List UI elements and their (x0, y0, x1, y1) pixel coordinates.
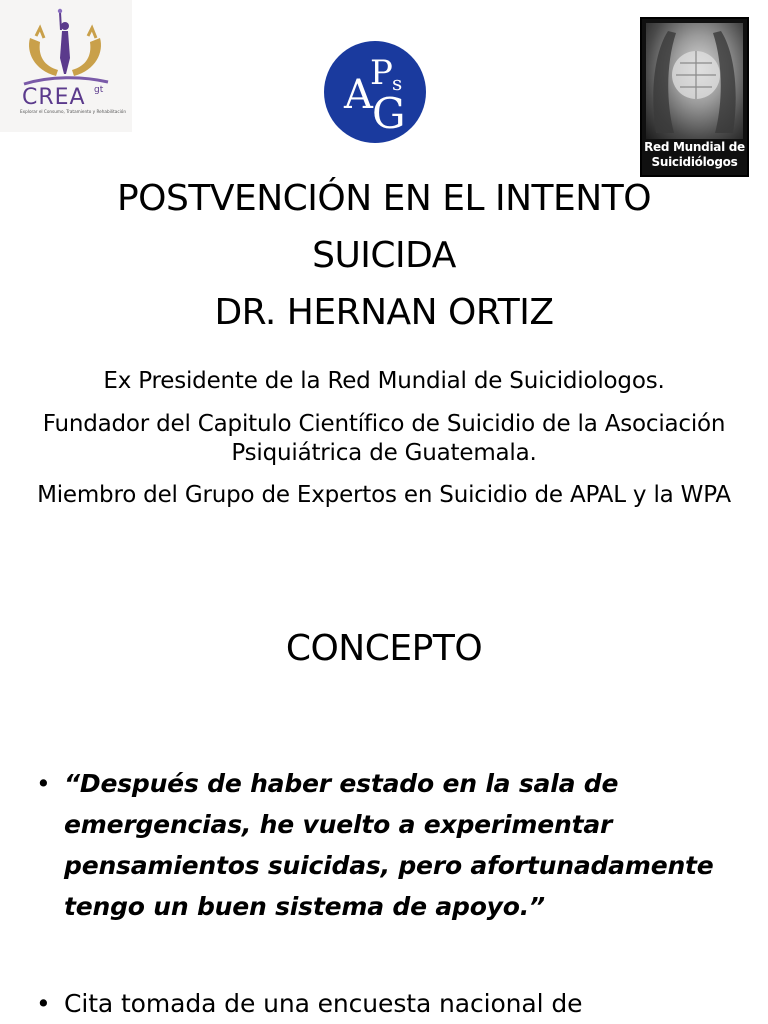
slide-subtitle (20, 367, 748, 524)
apg-letter-a: A (344, 72, 373, 118)
concept-heading: CONCEPTO (285, 628, 483, 669)
crea-logo (0, 0, 132, 132)
slide-title (0, 170, 768, 341)
title-line-2: SUICIDA (312, 235, 456, 276)
caption-line-2: Suicidiólogos (651, 155, 738, 169)
caption-line-1: Red Mundial de (644, 140, 745, 154)
crea-wordmark: CREA (22, 85, 86, 110)
subtitle-line-3: Miembro del Grupo de Expertos en Suicidio de APAL y la WPA (37, 482, 731, 508)
crea-hands-icon (0, 0, 132, 132)
crea-superscript: gt (94, 85, 104, 95)
red-mundial-caption (642, 140, 747, 170)
subtitle-line-1: Ex Presidente de la Red Mundial de Suicidiologos. (103, 368, 665, 394)
apg-letter-g: G (372, 89, 406, 138)
subtitle-line-2: Fundador del Capitulo Científico de Suicidio de la Asociación Psiquiátrica de Guatemala. (42, 411, 726, 466)
apg-letter-s: s (392, 71, 403, 95)
list-item (36, 763, 736, 927)
title-line-3: DR. HERNAN ORTIZ (214, 292, 554, 333)
bullet-citation: Cita tomada de una encuesta nacional de (64, 989, 583, 1018)
bullet-quote: “Después de haber estado en la sala de emergencias, he vuelto a experimentar pensamientos suicidas, pero afortunadamente tengo un buen sistema de apoyo.” (64, 769, 714, 921)
red-mundial-logo (640, 17, 749, 177)
title-line-1: POSTVENCIÓN EN EL INTENTO (116, 178, 652, 219)
bullet-icon: • (36, 989, 51, 1018)
list-item (36, 983, 736, 1024)
apg-logo (322, 40, 428, 144)
hands-globe-image (646, 23, 743, 139)
apg-letter-p: P (370, 53, 393, 93)
bullet-icon: • (36, 769, 51, 798)
crea-tagline: Explorar el Consumo, Tratamiento y Rehabilitación (20, 109, 127, 114)
